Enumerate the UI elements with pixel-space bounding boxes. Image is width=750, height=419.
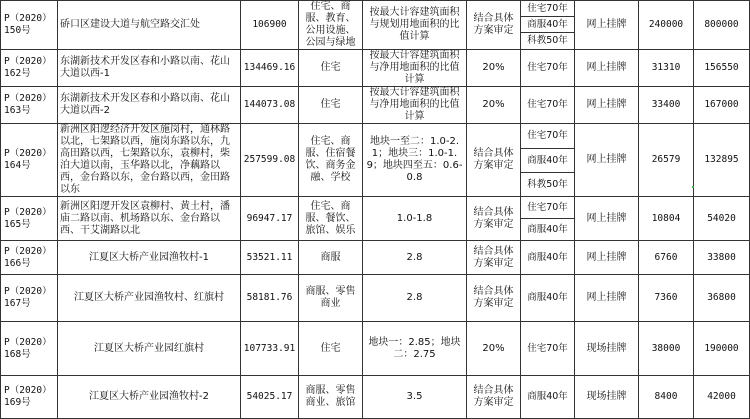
parcel-term: 商服40年 — [521, 376, 575, 419]
parcel-deposit: 10804 — [639, 197, 694, 241]
parcel-start-price: 33800 — [694, 241, 750, 275]
parcel-usage: 住宅 — [299, 322, 363, 376]
parcel-code: P（2020）162号 — [1, 50, 58, 87]
parcel-method: 网上挂牌 — [575, 197, 639, 241]
parcel-location: 江夏区大桥产业园渔牧村-2 — [58, 376, 241, 419]
parcel-area: 257599.08 — [241, 124, 299, 197]
parcel-code: P（2020）168号 — [1, 322, 58, 376]
parcel-deposit: 33400 — [639, 87, 694, 124]
parcel-green-rate: 20% — [467, 87, 521, 124]
parcel-plot-ratio: 按最大计容建筑面积与规划用地面积的比值计算 — [363, 1, 467, 50]
parcel-location: 江夏区大桥产业园渔牧村、红旗村 — [58, 275, 241, 322]
parcel-location: 江夏区大桥产业园红旗村 — [58, 322, 241, 376]
parcel-area: 134469.16 — [241, 50, 299, 87]
parcel-method: 网上挂牌 — [575, 275, 639, 322]
parcel-term: 科教50年 — [521, 33, 575, 50]
parcel-usage: 住宅 — [299, 87, 363, 124]
parcel-term: 住宅70年 — [521, 124, 575, 149]
green-marker-dot — [692, 186, 694, 188]
parcel-usage: 商服、零售商业、旅馆 — [299, 376, 363, 419]
parcel-green-rate: 结合具体方案审定 — [467, 1, 521, 50]
parcel-deposit: 31310 — [639, 50, 694, 87]
parcel-term: 住宅70年 — [521, 50, 575, 87]
parcel-plot-ratio: 地块一：2.85；地块二：2.75 — [363, 322, 467, 376]
parcel-start-price: 167000 — [694, 87, 750, 124]
parcel-method: 网上挂牌 — [575, 1, 639, 50]
parcel-deposit: 38000 — [639, 322, 694, 376]
parcel-deposit: 8400 — [639, 376, 694, 419]
table-row — [1, 1, 750, 17]
parcel-term: 商服40年 — [521, 241, 575, 275]
parcel-method: 现场挂牌 — [575, 376, 639, 419]
table-row — [1, 322, 750, 376]
parcel-location: 硚口区建设大道与航空路交汇处 — [58, 1, 241, 50]
parcel-deposit: 26579 — [639, 124, 694, 197]
parcel-plot-ratio: 按最大计容建筑面积与净用地面积的比值计算 — [363, 50, 467, 87]
parcel-plot-ratio: 2.8 — [363, 275, 467, 322]
parcel-location: 东湖新技术开发区春和小路以南、花山大道以西-2 — [58, 87, 241, 124]
parcel-start-price: 132895 — [694, 124, 750, 197]
parcel-green-rate: 结合具体方案审定 — [467, 376, 521, 419]
parcel-code: P（2020）163号 — [1, 87, 58, 124]
parcel-method: 网上挂牌 — [575, 87, 639, 124]
parcel-area: 58181.76 — [241, 275, 299, 322]
parcel-term: 商服40年 — [521, 17, 575, 33]
table-row — [1, 376, 750, 419]
parcel-term: 住宅70年 — [521, 322, 575, 376]
parcel-usage: 住宅 — [299, 50, 363, 87]
table-row — [1, 124, 750, 149]
parcel-usage: 商服、零售商业 — [299, 275, 363, 322]
table-row — [1, 241, 750, 275]
parcel-term: 商服40年 — [521, 148, 575, 173]
parcel-code: P（2020）166号 — [1, 241, 58, 275]
parcel-plot-ratio: 2.8 — [363, 241, 467, 275]
parcel-method: 网上挂牌 — [575, 124, 639, 197]
parcel-area: 96947.17 — [241, 197, 299, 241]
parcel-deposit: 240000 — [639, 1, 694, 50]
table-row — [1, 275, 750, 322]
parcel-code: P（2020）169号 — [1, 376, 58, 419]
parcel-green-rate: 结合具体方案审定 — [467, 241, 521, 275]
parcel-location: 东湖新技术开发区春和小路以南、花山大道以西-1 — [58, 50, 241, 87]
parcel-code: P（2020）165号 — [1, 197, 58, 241]
parcel-area: 107733.91 — [241, 322, 299, 376]
parcel-code: P（2020）150号 — [1, 1, 58, 50]
parcel-start-price: 54020 — [694, 197, 750, 241]
parcel-green-rate: 20% — [467, 50, 521, 87]
parcel-plot-ratio: 3.5 — [363, 376, 467, 419]
parcel-term: 科教50年 — [521, 173, 575, 197]
parcel-green-rate: 结合具体方案审定 — [467, 124, 521, 197]
parcel-green-rate: 结合具体方案审定 — [467, 275, 521, 322]
parcel-deposit: 6760 — [639, 241, 694, 275]
parcel-usage: 住宅、商服、餐饮、旅馆、娱乐 — [299, 197, 363, 241]
parcel-term: 住宅70年 — [521, 87, 575, 124]
parcel-location: 新洲区阳逻开发区袁柳村、黄土村，潘庙二路以南、机场路以东、金台路以西、干艾湖路以北 — [58, 197, 241, 241]
parcel-code: P（2020）164号 — [1, 124, 58, 197]
parcel-area: 54025.17 — [241, 376, 299, 419]
parcel-green-rate: 结合具体方案审定 — [467, 197, 521, 241]
table-row — [1, 197, 750, 219]
parcel-start-price: 156550 — [694, 50, 750, 87]
parcel-method: 网上挂牌 — [575, 241, 639, 275]
parcel-location: 江夏区大桥产业园渔牧村-1 — [58, 241, 241, 275]
parcel-deposit: 7360 — [639, 275, 694, 322]
parcel-usage: 住宅、商服、住宿餐饮、商务金融、学校 — [299, 124, 363, 197]
table-row — [1, 50, 750, 87]
parcel-plot-ratio: 地块一至二：1.0-2.1；地块三：1.0-1.9；地块四至五：0.6-0.8 — [363, 124, 467, 197]
parcel-code: P（2020）167号 — [1, 275, 58, 322]
parcel-term: 商服40年 — [521, 275, 575, 322]
table-row — [1, 87, 750, 124]
parcel-term: 住宅70年 — [521, 1, 575, 17]
parcel-usage: 住宅、商服、教育、公用设施、公园与绿地 — [299, 1, 363, 50]
parcel-usage: 商服 — [299, 241, 363, 275]
parcel-green-rate: 20% — [467, 322, 521, 376]
parcel-term: 住宅70年 — [521, 197, 575, 219]
parcel-start-price: 42000 — [694, 376, 750, 419]
parcel-location: 新洲区阳逻经济开发区施岗村，通林路以北，七架路以西，施岗东路以东，九高田路以西，七架路以东，袁柳村，柴泊大道以南，玉华路以北，净藕路以西，金台路以东，金台路以西，金田路以东 — [58, 124, 241, 197]
parcel-method: 网上挂牌 — [575, 50, 639, 87]
parcel-method: 现场挂牌 — [575, 322, 639, 376]
parcel-area: 106900 — [241, 1, 299, 50]
parcel-area: 144073.08 — [241, 87, 299, 124]
parcel-area: 53521.11 — [241, 241, 299, 275]
parcel-start-price: 800000 — [694, 1, 750, 50]
parcel-start-price: 190000 — [694, 322, 750, 376]
parcel-plot-ratio: 1.0-1.8 — [363, 197, 467, 241]
parcel-start-price: 36800 — [694, 275, 750, 322]
parcel-plot-ratio: 按最大计容建筑面积与净用地面积的比值计算 — [363, 87, 467, 124]
parcel-term: 商服40年 — [521, 219, 575, 241]
